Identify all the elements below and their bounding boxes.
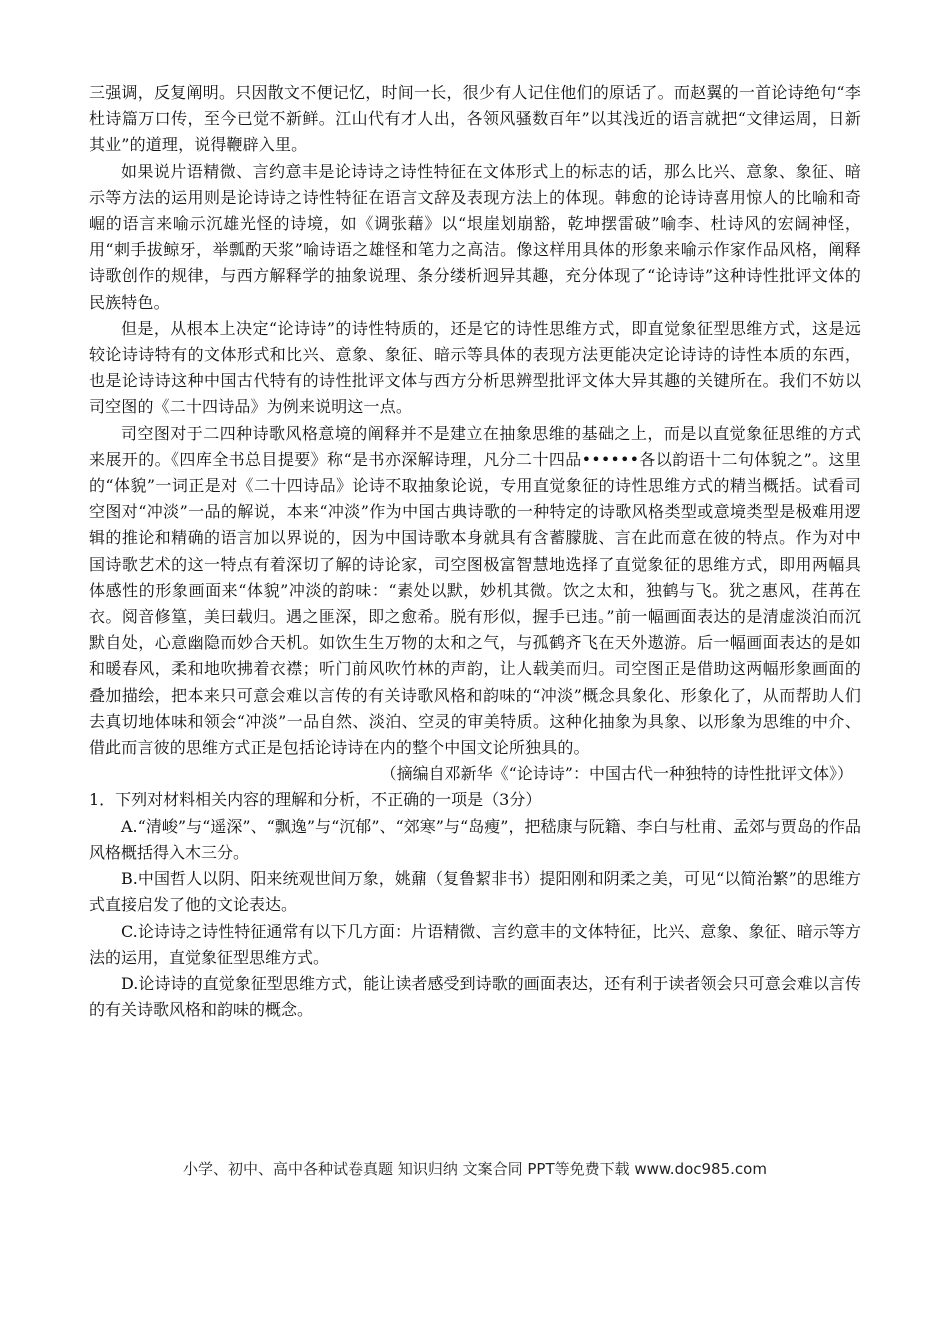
option-b: B.中国哲人以阴、阳来统观世间万象，姚鼐（复鲁絜非书）提阳刚和阴柔之美，可见“以简治繁”的思维方式直接启发了他的文论表达。 <box>89 869 861 915</box>
passage-paragraph-1: 三强调，反复阐明。只因散文不便记忆，时间一长，很少有人记住他们的原话了。而赵翼的一首论诗绝句“李杜诗篇万口传，至今已觉不新鲜。江山代有才人出，各领风骚数百年”以其浅近的语言就把“文律运周，日新其业”的道理，说得鞭辟入里。 <box>89 83 861 155</box>
passage-paragraph-3: 但是，从根本上决定“论诗诗”的诗性特质的，还是它的诗性思维方式，即直觉象征型思维方式，这是远较论诗诗特有的文体形式和比兴、意象、象征、暗示等具体的表现方法更能决定论诗诗的诗性本质的东西，也是论诗诗这种中国古代特有的诗性批评文体与西方分析思辨型批评文体大异其趣的关键所在。我们不妨以司空图的《二十四诗品》为例来说明这一点。 <box>89 318 861 417</box>
option-c: C.论诗诗之诗性特征通常有以下几方面：片语精微、言约意丰的文体特征，比兴、意象、象征、暗示等方法的运用，直觉象征型思维方式。 <box>89 921 861 967</box>
document-page <box>89 80 861 1023</box>
passage-paragraph-2: 如果说片语精微、言约意丰是论诗诗之诗性特征在文体形式上的标志的话，那么比兴、意象、象征、暗示等方法的运用则是论诗诗之诗性特征在语言文辞及表现方法上的体现。韩愈的论诗诗喜用惊人的比喻和奇崛的语言来喻示沉雄光怪的诗境，如《调张藉》以“垠崖划崩豁，乾坤摆雷破”喻李、杜诗风的宏阔神怪，用“刺手拔鲸牙，举瓢酌天浆”喻诗语之雄怪和笔力之高洁。像这样用具体的形象来喻示作家作品风格，阐释诗歌创作的规律，与西方解释学的抽象说理、条分缕析迥异其趣，充分体现了“论诗诗”这种诗性批评文体的民族特色。 <box>89 161 861 312</box>
source-citation: （摘编自邓新华《“论诗诗”：中国古代一种独特的诗性批评文体》） <box>380 764 853 784</box>
page-footer: 小学、初中、高中各种试卷真题 知识归纳 文案合同 PPT等免费下载 www.doc985.com <box>183 1160 767 1178</box>
option-d: D.论诗诗的直觉象征型思维方式，能让读者感受到诗歌的画面表达，还有利于读者领会只可意会难以言传的有关诗歌风格和韵味的概念。 <box>89 973 861 1020</box>
question-stem: 1．下列对材料相关内容的理解和分析，不正确的一项是（3分） <box>89 790 542 810</box>
option-a: A.“清峻”与“遥深”、“飘逸”与“沉郁”、“郊寒”与“岛瘦”，把嵇康与阮籍、李白与杜甫、孟郊与贾岛的作品风格概括得入木三分。 <box>89 816 861 862</box>
passage-paragraph-4: 司空图对于二四种诗歌风格意境的阐释并不是建立在抽象思维的基础之上，而是以直觉象征思维的方式来展开的。《四库全书总目提要》称“是书亦深解诗理，凡分二十四品••••••各以韵语十二句体貌之”。这里的“体貌”一词正是对《二十四诗品》论诗不取抽象论说，专用直觉象征的诗性思维方式的精当概括。试看司空图对“冲淡”一品的解说，本来“冲淡”作为中国古典诗歌的一种特定的诗歌风格类型或意境类型是极难用逻辑的推论和精确的语言加以界说的，因为中国诗歌本身就具有含蓄朦胧、言在此而意在彼的特点。作为对中国诗歌艺术的这一特点有着深切了解的诗论家，司空图极富智慧地选择了直觉象征的思维方式，即用两幅具体感性的形象画面来“体貌”冲淡的韵味：“素处以默，妙机其微。饮之太和，独鹤与飞。犹之惠风，荏苒在衣。阅音修篁，美曰载归。遇之匪深，即之愈希。脱有形似，握手已违。”前一幅画面表达的是清虚淡泊而沉默自处，心意幽隐而妙合天机。如饮生生万物的太和之气，与孤鹤齐飞在天外遨游。后一幅画面表达的是如和暖春风，柔和地吹拂着衣襟；听门前风吹竹林的声韵，让人载美而归。司空图正是借助这两幅形象画面的叠加描绘，把本来只可意会难以言传的有关诗歌风格和韵味的“冲淡”概念具象化、形象化了，从而帮助人们去真切地体味和领会“冲淡”一品自然、淡泊、空灵的审美特质。这种化抽象为具象、以形象为思维的中介、借此而言彼的思维方式正是包括论诗诗在内的整个中国文论所独具的。 <box>89 423 861 758</box>
